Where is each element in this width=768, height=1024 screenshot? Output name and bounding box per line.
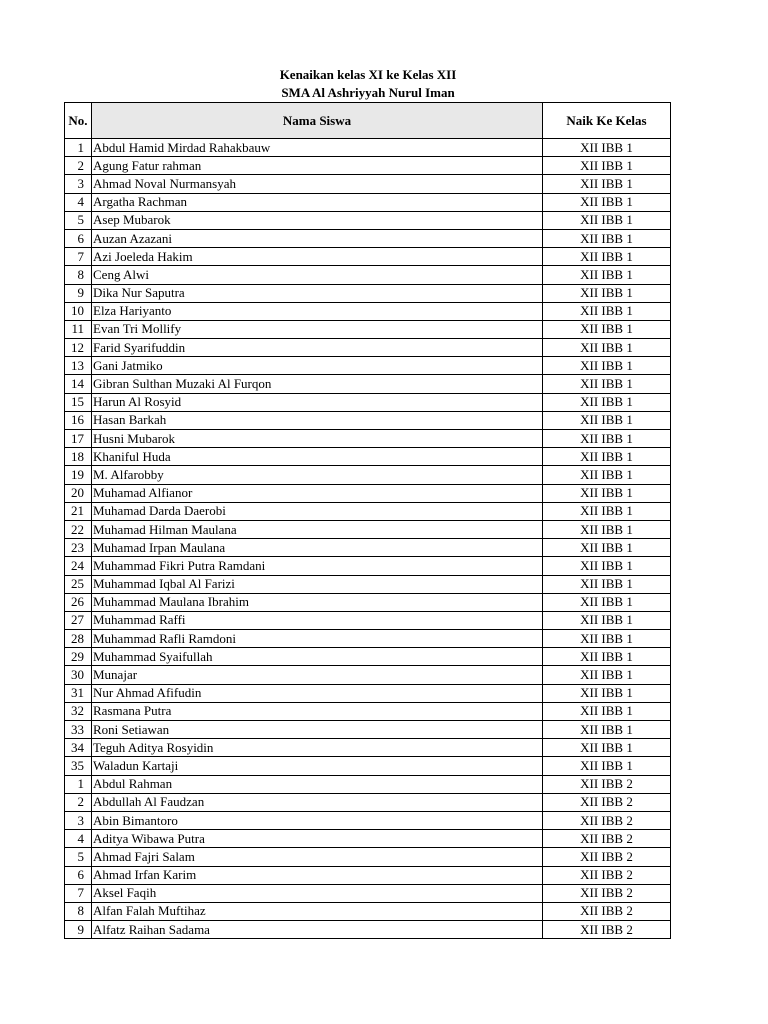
- table-row: [65, 357, 671, 375]
- student-name: M. Alfarobby: [92, 466, 543, 484]
- promoted-class: XII IBB 1: [543, 430, 671, 448]
- promoted-class: XII IBB 1: [543, 520, 671, 538]
- promoted-class: XII IBB 1: [543, 575, 671, 593]
- row-number: 3: [65, 811, 92, 829]
- promoted-class: XII IBB 1: [543, 702, 671, 720]
- promoted-class: XII IBB 1: [543, 448, 671, 466]
- promoted-class: XII IBB 1: [543, 302, 671, 320]
- table-row: [65, 339, 671, 357]
- table-row: [65, 702, 671, 720]
- student-name: Muhamad Alfianor: [92, 484, 543, 502]
- school-name: SMA Al Ashriyyah Nurul Iman: [281, 85, 455, 100]
- row-number: 1: [65, 775, 92, 793]
- row-number: 5: [65, 848, 92, 866]
- promoted-class: XII IBB 1: [543, 666, 671, 684]
- promoted-class: XII IBB 1: [543, 175, 671, 193]
- student-name: Teguh Aditya Rosyidin: [92, 739, 543, 757]
- row-number: 9: [65, 921, 92, 939]
- row-number: 14: [65, 375, 92, 393]
- table-row: [65, 193, 671, 211]
- student-name: Muhammad Rafli Ramdoni: [92, 630, 543, 648]
- promoted-class: XII IBB 1: [543, 630, 671, 648]
- document-title: Kenaikan kelas XI ke Kelas XII: [279, 67, 457, 82]
- row-number: 4: [65, 193, 92, 211]
- promoted-class: XII IBB 2: [543, 811, 671, 829]
- student-name: Aditya Wibawa Putra: [92, 830, 543, 848]
- student-name: Ahmad Noval Nurmansyah: [92, 175, 543, 193]
- table-row: [65, 284, 671, 302]
- student-name: Auzan Azazani: [92, 229, 543, 247]
- row-number: 7: [65, 248, 92, 266]
- promoted-class: XII IBB 2: [543, 775, 671, 793]
- row-number: 8: [65, 266, 92, 284]
- promoted-class: XII IBB 2: [543, 866, 671, 884]
- table-row: [65, 775, 671, 793]
- promoted-class: XII IBB 1: [543, 557, 671, 575]
- student-name: Abdul Rahman: [92, 775, 543, 793]
- student-name: Evan Tri Mollify: [92, 320, 543, 338]
- row-number: 28: [65, 630, 92, 648]
- table-row: [65, 921, 671, 939]
- table-row: [65, 611, 671, 629]
- row-number: 11: [65, 320, 92, 338]
- promoted-class: XII IBB 1: [543, 684, 671, 702]
- row-number: 2: [65, 157, 92, 175]
- row-number: 8: [65, 902, 92, 920]
- row-number: 2: [65, 793, 92, 811]
- student-name: Muhamad Darda Daerobi: [92, 502, 543, 520]
- promoted-class: XII IBB 1: [543, 139, 671, 157]
- table-row: [65, 375, 671, 393]
- student-name: Gani Jatmiko: [92, 357, 543, 375]
- row-number: 34: [65, 739, 92, 757]
- student-name: Hasan Barkah: [92, 411, 543, 429]
- row-number: 27: [65, 611, 92, 629]
- student-name: Khaniful Huda: [92, 448, 543, 466]
- promoted-class: XII IBB 1: [543, 502, 671, 520]
- student-name: Ahmad Fajri Salam: [92, 848, 543, 866]
- table-row: [65, 266, 671, 284]
- promoted-class: XII IBB 2: [543, 848, 671, 866]
- row-number: 16: [65, 411, 92, 429]
- table-row: [65, 211, 671, 229]
- table-row: [65, 139, 671, 157]
- row-number: 31: [65, 684, 92, 702]
- student-name: Gibran Sulthan Muzaki Al Furqon: [92, 375, 543, 393]
- promoted-class: XII IBB 2: [543, 830, 671, 848]
- row-number: 13: [65, 357, 92, 375]
- table-row: [65, 739, 671, 757]
- row-number: 9: [65, 284, 92, 302]
- table-row: [65, 811, 671, 829]
- promoted-class: XII IBB 1: [543, 721, 671, 739]
- row-number: 5: [65, 211, 92, 229]
- student-name: Abdullah Al Faudzan: [92, 793, 543, 811]
- table-row: [65, 502, 671, 520]
- row-number: 25: [65, 575, 92, 593]
- student-name: Muhamad Hilman Maulana: [92, 520, 543, 538]
- table-row: [65, 248, 671, 266]
- table-row: [65, 884, 671, 902]
- row-number: 12: [65, 339, 92, 357]
- promoted-class: XII IBB 1: [543, 266, 671, 284]
- table-row: [65, 721, 671, 739]
- row-number: 1: [65, 139, 92, 157]
- table-row: [65, 466, 671, 484]
- row-number: 35: [65, 757, 92, 775]
- table-row: [65, 848, 671, 866]
- student-name: Alfatz Raihan Sadama: [92, 921, 543, 939]
- student-name: Muhammad Syaifullah: [92, 648, 543, 666]
- row-number: 10: [65, 302, 92, 320]
- row-number: 7: [65, 884, 92, 902]
- table-row: [65, 593, 671, 611]
- student-name: Elza Hariyanto: [92, 302, 543, 320]
- student-promotion-table: [64, 102, 671, 939]
- table-row: [65, 448, 671, 466]
- student-name: Ceng Alwi: [92, 266, 543, 284]
- student-name: Muhammad Raffi: [92, 611, 543, 629]
- table-row: [65, 320, 671, 338]
- table-row: [65, 902, 671, 920]
- table-row: [65, 302, 671, 320]
- promoted-class: XII IBB 1: [543, 466, 671, 484]
- promoted-class: XII IBB 1: [543, 739, 671, 757]
- table-row: [65, 539, 671, 557]
- student-name: Alfan Falah Muftihaz: [92, 902, 543, 920]
- student-name: Agung Fatur rahman: [92, 157, 543, 175]
- table-row: [65, 157, 671, 175]
- row-number: 29: [65, 648, 92, 666]
- student-name: Asep Mubarok: [92, 211, 543, 229]
- table-row: [65, 393, 671, 411]
- row-number: 17: [65, 430, 92, 448]
- table-body: [65, 139, 671, 939]
- promoted-class: XII IBB 1: [543, 411, 671, 429]
- table-row: [65, 175, 671, 193]
- student-name: Husni Mubarok: [92, 430, 543, 448]
- table-row: [65, 484, 671, 502]
- row-number: 6: [65, 866, 92, 884]
- row-number: 30: [65, 666, 92, 684]
- row-number: 22: [65, 520, 92, 538]
- header-student-name: Nama Siswa: [92, 103, 543, 139]
- student-name: Nur Ahmad Afifudin: [92, 684, 543, 702]
- promoted-class: XII IBB 1: [543, 284, 671, 302]
- table-row: [65, 520, 671, 538]
- student-name: Ahmad Irfan Karim: [92, 866, 543, 884]
- student-name: Rasmana Putra: [92, 702, 543, 720]
- table-row: [65, 229, 671, 247]
- table-row: [65, 575, 671, 593]
- promoted-class: XII IBB 1: [543, 484, 671, 502]
- table-row: [65, 830, 671, 848]
- row-number: 4: [65, 830, 92, 848]
- table-row: [65, 557, 671, 575]
- row-number: 24: [65, 557, 92, 575]
- promoted-class: XII IBB 1: [543, 339, 671, 357]
- promoted-class: XII IBB 2: [543, 884, 671, 902]
- promoted-class: XII IBB 1: [543, 248, 671, 266]
- promoted-class: XII IBB 1: [543, 193, 671, 211]
- promoted-class: XII IBB 1: [543, 211, 671, 229]
- table-row: [65, 793, 671, 811]
- row-number: 21: [65, 502, 92, 520]
- row-number: 23: [65, 539, 92, 557]
- student-name: Muhammad Fikri Putra Ramdani: [92, 557, 543, 575]
- promoted-class: XII IBB 2: [543, 921, 671, 939]
- row-number: 18: [65, 448, 92, 466]
- table-row: [65, 648, 671, 666]
- promoted-class: XII IBB 1: [543, 157, 671, 175]
- promoted-class: XII IBB 1: [543, 375, 671, 393]
- promoted-class: XII IBB 1: [543, 648, 671, 666]
- promoted-class: XII IBB 1: [543, 357, 671, 375]
- row-number: 26: [65, 593, 92, 611]
- row-number: 20: [65, 484, 92, 502]
- table-row: [65, 430, 671, 448]
- table-row: [65, 684, 671, 702]
- student-name: Roni Setiawan: [92, 721, 543, 739]
- table-row: [65, 866, 671, 884]
- row-number: 3: [65, 175, 92, 193]
- table-row: [65, 630, 671, 648]
- student-name: Munajar: [92, 666, 543, 684]
- student-name: Muhamad Irpan Maulana: [92, 539, 543, 557]
- header-promoted-class: Naik Ke Kelas: [543, 103, 671, 139]
- row-number: 15: [65, 393, 92, 411]
- student-name: Argatha Rachman: [92, 193, 543, 211]
- student-name: Azi Joeleda Hakim: [92, 248, 543, 266]
- student-name: Abin Bimantoro: [92, 811, 543, 829]
- table-row: [65, 411, 671, 429]
- promoted-class: XII IBB 2: [543, 793, 671, 811]
- promoted-class: XII IBB 1: [543, 320, 671, 338]
- promoted-class: XII IBB 1: [543, 611, 671, 629]
- promoted-class: XII IBB 1: [543, 539, 671, 557]
- promoted-class: XII IBB 1: [543, 593, 671, 611]
- student-name: Farid Syarifuddin: [92, 339, 543, 357]
- student-name: Muhammad Maulana Ibrahim: [92, 593, 543, 611]
- row-number: 6: [65, 229, 92, 247]
- row-number: 32: [65, 702, 92, 720]
- table-header-row: [65, 103, 671, 139]
- table-row: [65, 666, 671, 684]
- promoted-class: XII IBB 1: [543, 229, 671, 247]
- student-name: Muhammad Iqbal Al Farizi: [92, 575, 543, 593]
- student-name: Dika Nur Saputra: [92, 284, 543, 302]
- header-no: No.: [65, 103, 92, 139]
- promoted-class: XII IBB 1: [543, 393, 671, 411]
- row-number: 19: [65, 466, 92, 484]
- promoted-class: XII IBB 1: [543, 757, 671, 775]
- student-name: Abdul Hamid Mirdad Rahakbauw: [92, 139, 543, 157]
- table-row: [65, 757, 671, 775]
- promoted-class: XII IBB 2: [543, 902, 671, 920]
- student-name: Aksel Faqih: [92, 884, 543, 902]
- student-name: Harun Al Rosyid: [92, 393, 543, 411]
- student-name: Waladun Kartaji: [92, 757, 543, 775]
- row-number: 33: [65, 721, 92, 739]
